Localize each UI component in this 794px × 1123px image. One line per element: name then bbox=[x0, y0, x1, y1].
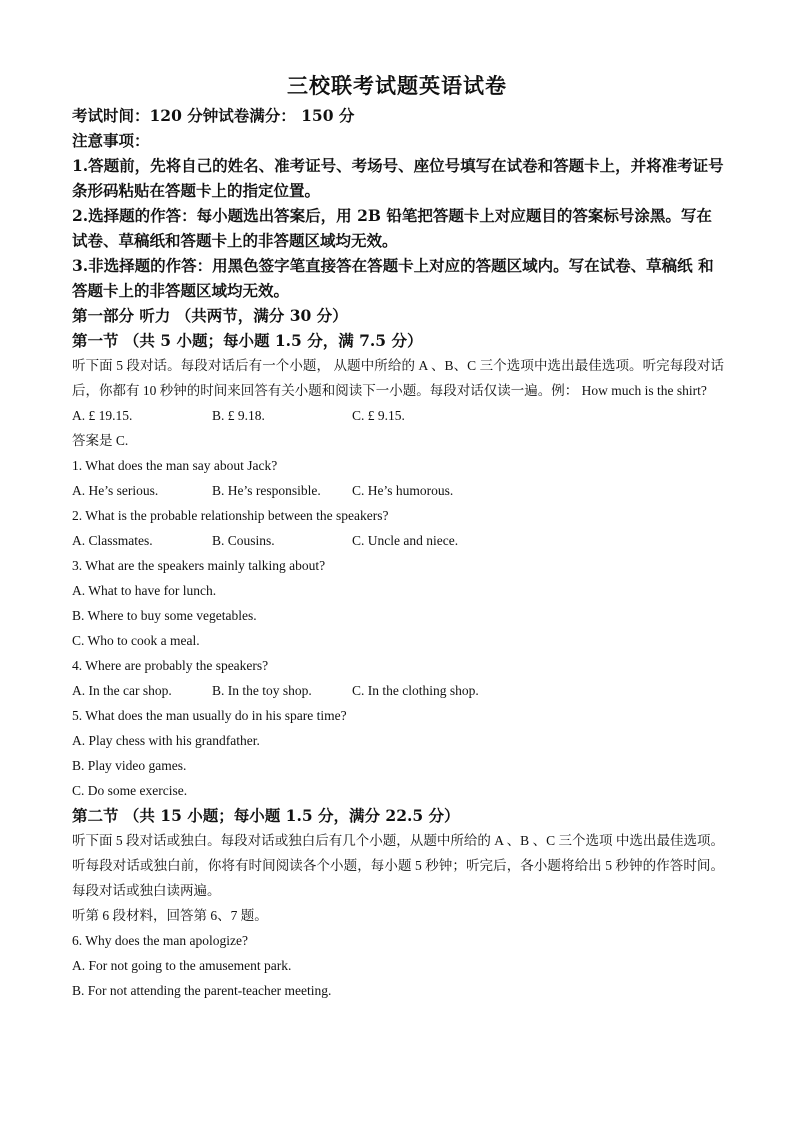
example-answer: 答案是 C. bbox=[72, 433, 129, 448]
question-3: 3. What are the speakers mainly talking about? bbox=[72, 558, 326, 573]
question-2: 2. What is the probable relationship between the speakers? bbox=[72, 508, 389, 523]
section2-instructions: 听下面 5 段对话或独白。每段对话或独白后有几个小题，从题中所给的 A 、B 、C 三个选项 中选出最佳选项。听每段对话或独白前，你将有时间阅读各个小题，每小题 5 秒钟；听完后，各小题将给出 5 秒钟的作答时间。每段对话或独白读两遍。 bbox=[72, 833, 724, 898]
question-4-options bbox=[72, 678, 724, 703]
section2-heading: 第二节 （共 15 小题；每小题 1.5 分，满分 22.5 分） bbox=[72, 806, 460, 825]
section1-instructions: 听下面 5 段对话。每段对话后有一个小题， 从题中所给的 A 、B、C 三个选项中选出最佳选项。听完每段对话后，你都有 10 秒钟的时间来回答有关小题和阅读下一小题。每段对话仅读一遍。例： How much is the shirt? bbox=[72, 358, 724, 398]
section1-heading: 第一节 （共 5 小题；每小题 1.5 分，满 7.5 分） bbox=[72, 331, 423, 350]
question-5-option-a: A. Play chess with his grandfather. bbox=[72, 733, 260, 748]
question-5-option-b: B. Play video games. bbox=[72, 758, 187, 773]
option-b: B. He’s responsible. bbox=[212, 483, 321, 498]
question-6: 6. Why does the man apologize? bbox=[72, 933, 248, 948]
exam-content bbox=[72, 103, 724, 1003]
option-c: C. Uncle and niece. bbox=[352, 533, 459, 548]
option-c: C. £ 9.15. bbox=[352, 408, 405, 423]
question-3-option-b: B. Where to buy some vegetables. bbox=[72, 608, 257, 623]
option-b: B. Cousins. bbox=[212, 533, 275, 548]
question-4: 4. Where are probably the speakers? bbox=[72, 658, 269, 673]
notice-item-1: 1.答题前，先将自己的姓名、准考证号、考场号、座位号填写在试卷和答题卡上，并将准考证号条形码粘贴在答题卡上的指定位置。 bbox=[72, 156, 724, 200]
exam-info: 考试时间：120 分钟试卷满分： 150 分 bbox=[72, 106, 355, 125]
part1-heading: 第一部分 听力 （共两节，满分 30 分） bbox=[72, 306, 348, 325]
notice-heading: 注意事项： bbox=[72, 131, 150, 150]
question-5-option-c: C. Do some exercise. bbox=[72, 783, 188, 798]
question-6-option-b: B. For not attending the parent-teacher meeting. bbox=[72, 983, 332, 998]
material-6-note: 听第 6 段材料，回答第 6、7 题。 bbox=[72, 908, 268, 923]
question-2-options bbox=[72, 528, 724, 553]
page-title: 三校联考试题英语试卷 bbox=[287, 73, 507, 98]
question-1-options bbox=[72, 478, 724, 503]
option-a: A. He’s serious. bbox=[72, 483, 159, 498]
option-c: C. He’s humorous. bbox=[352, 483, 454, 498]
question-1: 1. What does the man say about Jack? bbox=[72, 458, 278, 473]
question-6-option-a: A. For not going to the amusement park. bbox=[72, 958, 292, 973]
question-5: 5. What does the man usually do in his spare time? bbox=[72, 708, 347, 723]
option-a: A. £ 19.15. bbox=[72, 408, 133, 423]
notice-item-2: 2.选择题的作答：每小题选出答案后，用 2B 铅笔把答题卡上对应题目的答案标号涂黑。写在试卷、草稿纸和答题卡上的非答题区域均无效。 bbox=[72, 206, 712, 250]
option-c: C. In the clothing shop. bbox=[352, 683, 479, 698]
example-options bbox=[72, 403, 724, 428]
option-a: A. Classmates. bbox=[72, 533, 153, 548]
question-3-option-c: C. Who to cook a meal. bbox=[72, 633, 200, 648]
option-b: B. £ 9.18. bbox=[212, 408, 265, 423]
notice-item-3: 3.非选择题的作答：用黑色签字笔直接答在答题卡上对应的答题区域内。写在试卷、草稿纸 和答题卡上的非答题区域均无效。 bbox=[72, 256, 714, 300]
question-3-option-a: A. What to have for lunch. bbox=[72, 583, 217, 598]
option-a: A. In the car shop. bbox=[72, 683, 172, 698]
option-b: B. In the toy shop. bbox=[212, 683, 312, 698]
